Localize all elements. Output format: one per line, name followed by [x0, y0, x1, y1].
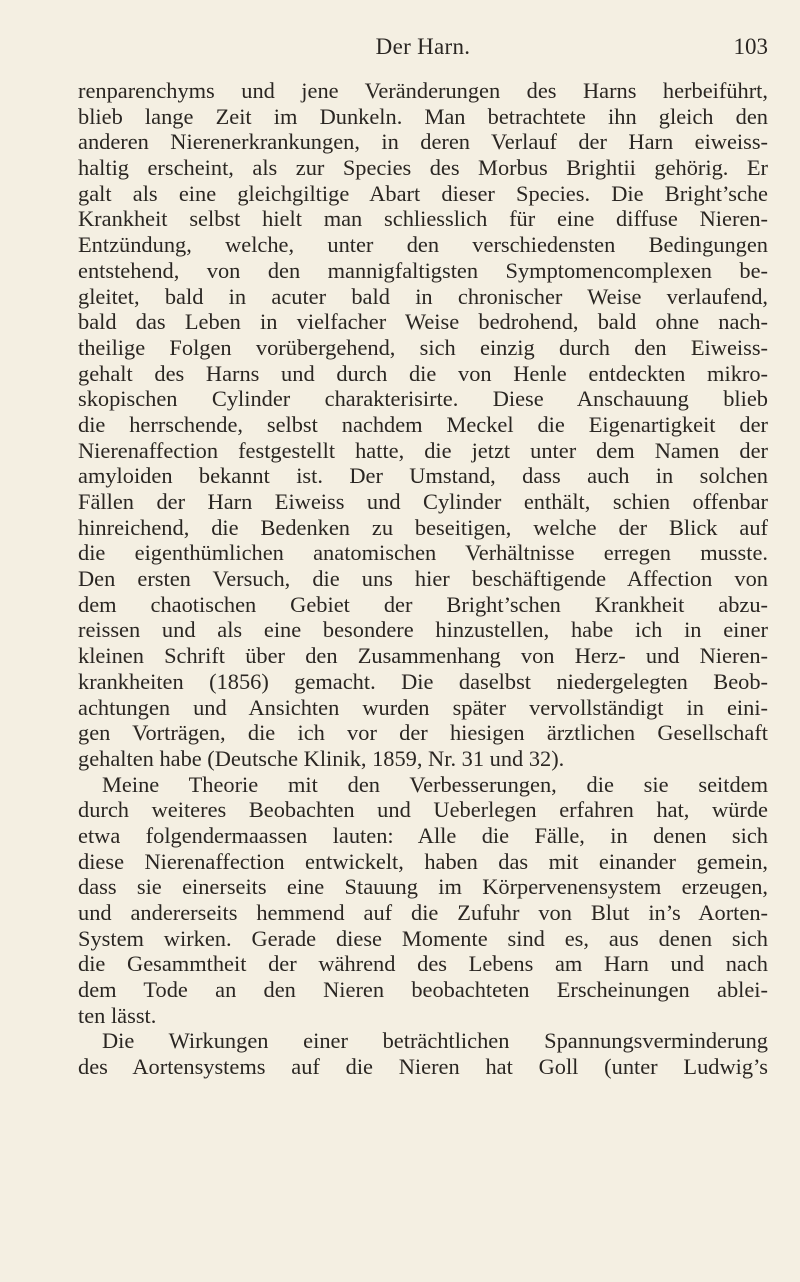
running-head-title: Der Harn. — [375, 34, 471, 59]
paragraph — [78, 772, 768, 1029]
text-line: diese Nierenaffection entwickelt, haben das mit einander gemein, — [78, 848, 768, 874]
text-line: achtungen und Ansichten wurden später vervollständigt in eini- — [78, 694, 768, 720]
text-line: Den ersten Versuch, die uns hier beschäftigende Affection von — [78, 566, 768, 592]
body-text — [78, 78, 768, 1080]
text-line: entstehend, von den mannigfaltigsten Symptomencomplexen be- — [78, 257, 768, 283]
text-line: theilige Folgen vorübergehend, sich einzig durch den Eiweiss- — [78, 334, 768, 360]
text-line: Meine Theorie mit den Verbesserungen, die sie seitdem — [102, 771, 768, 797]
text-line: Die Wirkungen einer beträchtlichen Spannungsverminderung — [102, 1028, 768, 1054]
text-line: Fällen der Harn Eiweiss und Cylinder enthält, schien offenbar — [78, 489, 768, 514]
running-head — [78, 34, 768, 64]
text-line: System wirken. Gerade diese Momente sind es, aus denen sich — [78, 925, 768, 951]
text-line: Entzündung, welche, unter den verschiedensten Bedingungen — [78, 232, 768, 258]
text-line: Nierenaffection festgestellt hatte, die jetzt unter dem Namen der — [78, 437, 768, 463]
text-line: dass sie einerseits eine Stauung im Körpervenensystem erzeugen, — [78, 874, 768, 900]
text-line: dem Tode an den Nieren beobachteten Erscheinungen ablei- — [78, 977, 768, 1003]
paragraph — [78, 1028, 768, 1079]
text-line: die Gesammtheit der während des Lebens am Harn und nach — [78, 951, 768, 977]
text-line: gen Vorträgen, die ich vor der hiesigen ärztlichen Gesellschaft — [78, 720, 768, 746]
text-line: reissen und als eine besondere hinzustellen, habe ich in einer — [78, 617, 768, 643]
text-line: etwa folgendermaassen lauten: Alle die Fälle, in denen sich — [78, 822, 768, 848]
paragraph — [78, 78, 768, 772]
page-number: 103 — [733, 34, 768, 59]
text-line: gehalten habe (Deutsche Klinik, 1859, Nr. 31 und 32). — [78, 745, 565, 771]
text-line: kleinen Schrift über den Zusammenhang von Herz- und Nieren- — [78, 643, 768, 669]
text-line: blieb lange Zeit im Dunkeln. Man betrachtete ihn gleich den — [78, 103, 768, 129]
text-line: dem chaotischen Gebiet der Bright’schen Krankheit abzu- — [78, 591, 768, 617]
text-line: die herrschende, selbst nachdem Meckel die Eigenartigkeit der — [78, 411, 768, 437]
text-line: skopischen Cylinder charakterisirte. Diese Anschauung blieb — [78, 386, 768, 412]
text-line: anderen Nierenerkrankungen, in deren Verlauf der Harn eiweiss- — [78, 129, 768, 155]
text-line: krankheiten (1856) gemacht. Die daselbst niedergelegten Beob- — [78, 668, 768, 694]
text-line: des Aortensystems auf die Nieren hat Goll (unter Ludwig’s — [78, 1054, 768, 1080]
text-line: durch weiteres Beobachten und Ueberlegen erfahren hat, würde — [78, 797, 768, 823]
text-line: haltig erscheint, als zur Species des Morbus Brightii gehörig. Er — [78, 155, 768, 181]
text-line: bald das Leben in vielfacher Weise bedrohend, bald ohne nach- — [78, 309, 768, 335]
text-line: Krankheit selbst hielt man schliesslich für eine diffuse Nieren- — [78, 206, 768, 232]
text-line: hinreichend, die Bedenken zu beseitigen, welche der Blick auf — [78, 514, 768, 540]
text-line: galt als eine gleichgiltige Abart dieser Species. Die Bright’sche — [78, 180, 768, 206]
text-line: ten lässt. — [78, 1002, 157, 1028]
text-line: gehalt des Harns und durch die von Henle entdeckten mikro- — [78, 360, 768, 386]
text-line: gleitet, bald in acuter bald in chronischer Weise verlaufend, — [78, 283, 768, 309]
text-line: die eigenthümlichen anatomischen Verhältnisse erregen musste. — [78, 540, 768, 566]
text-line: amyloiden bekannt ist. Der Umstand, dass auch in solchen — [78, 463, 768, 489]
text-line: und andererseits hemmend auf die Zufuhr von Blut in’s Aorten- — [78, 900, 768, 925]
text-line: renparenchyms und jene Veränderungen des Harns herbeiführt, — [78, 78, 768, 103]
